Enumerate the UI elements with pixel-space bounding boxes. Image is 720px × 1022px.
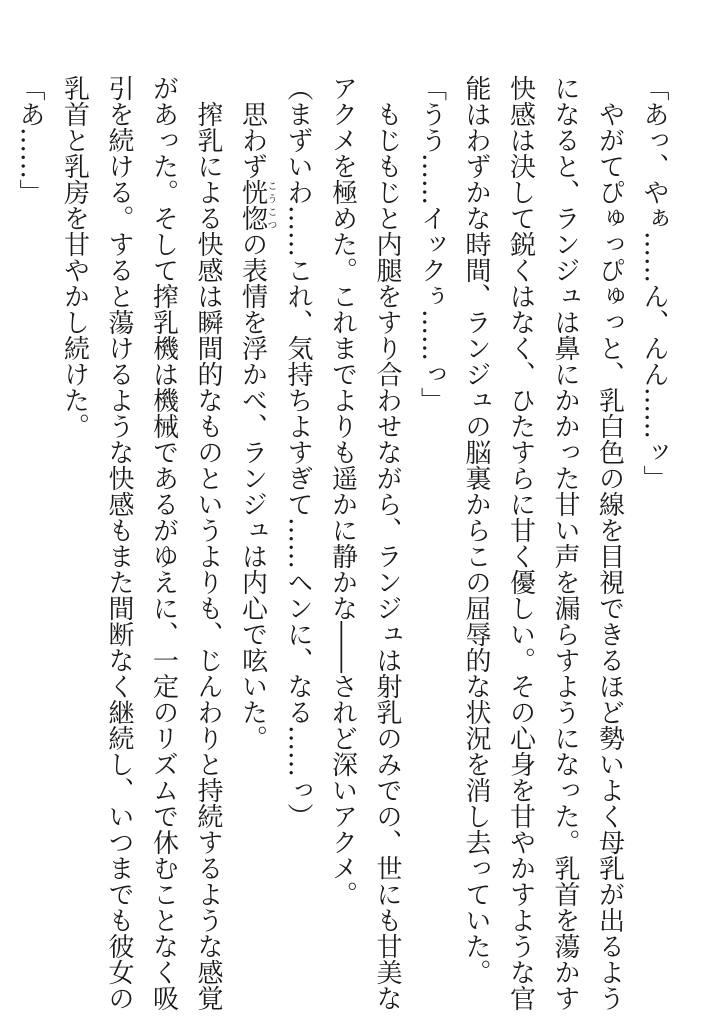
text-line: 「うう……イックぅ……っ」: [416, 75, 447, 413]
text-line: 搾乳による快感は瞬間的なものというよりも、じんわりと持続するような感覚: [193, 75, 223, 1011]
text-segment: 思わず: [237, 75, 268, 179]
text-line: アクメを極めた。これまでよりも遥かに静かな――されど深いアクメ。: [327, 75, 358, 907]
text-segment: の表情を浮かべ、ランジュは内心で呟いた。: [237, 231, 268, 751]
text-line: 「あ……」: [15, 75, 45, 205]
ruby-base: 恍惚: [237, 179, 268, 231]
text-line: があった。そして搾乳機は機械であるがゆえに、一定のリズムで休むことなく吸: [148, 75, 179, 1011]
text-line: 「あっ、やぁ……ん、んん……ッ」: [639, 75, 669, 491]
text-line: 乳首と乳房を甘やかし続けた。: [59, 75, 90, 439]
text-line-with-ruby: [230, 75, 276, 975]
text-line: 能はわずかな時間、ランジュの脳裏からこの屈辱的な状況を消し去っていた。: [461, 75, 491, 985]
vertical-text-body: [8, 75, 677, 1011]
text-line: やがてぴゅっぴゅっと、乳白色の線を目視できるほど勢いよく母乳が出るよう: [594, 75, 625, 1011]
text-line: 快感は決して鋭くはなく、ひたすらに甘く優しい。その心身を甘やかすような官: [505, 75, 536, 1011]
text-line: 引を続ける。すると蕩けるような快感もまた間断なく継続し、いつまでも彼女の: [104, 75, 134, 1011]
text-line: （まずいわ……これ、気持ちよすぎて……ヘンに、なる……っ）: [283, 75, 313, 829]
text-line: になると、ランジュは鼻にかかった甘い声を漏らすようになった。乳首を蕩かす: [550, 75, 580, 1011]
ruby-word: [237, 179, 276, 231]
text-line: もじもじと内腿をすり合わせながら、ランジュは射乳のみでの、世にも甘美な: [372, 75, 402, 1011]
ruby-reading: こうこつ: [265, 179, 276, 231]
